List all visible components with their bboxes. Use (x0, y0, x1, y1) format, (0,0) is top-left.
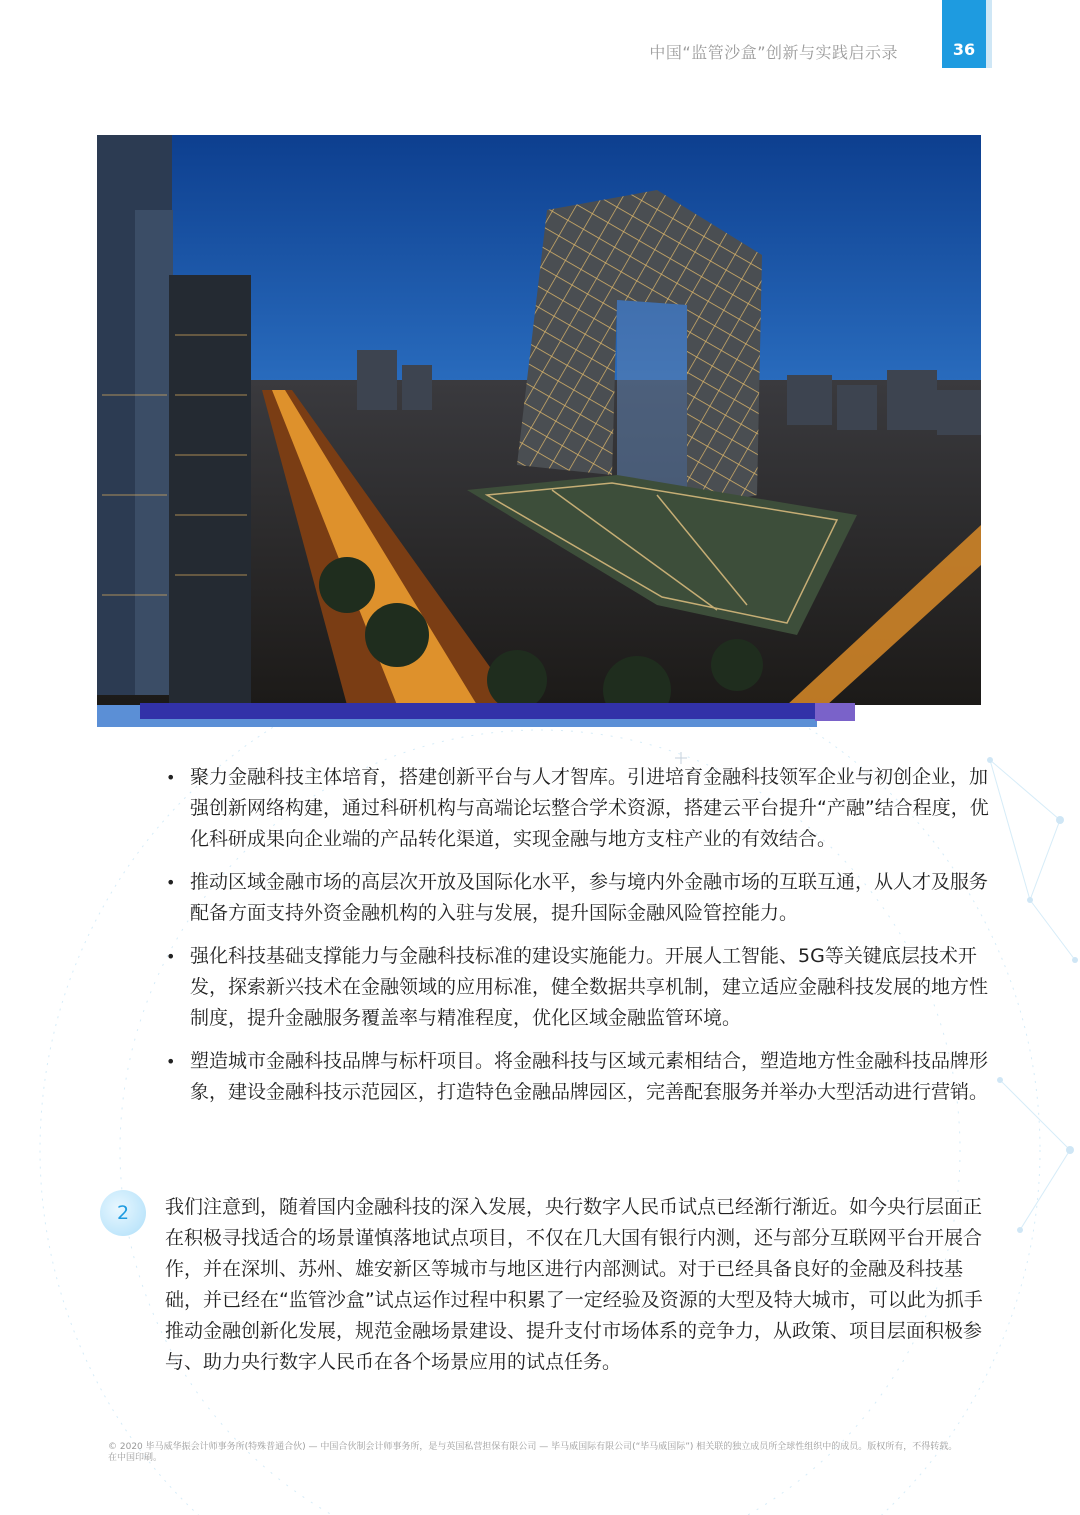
copyright-footer: © 2020 毕马威华振会计师事务所(特殊普通合伙) — 中国合伙制会计师事务所，是与英国私营担保有限公司 — 毕马威国际有限公司(“毕马威国际”) 相关联的独立成员所全球性组织中的成员。版权所有，不得转载。在中国印刷。 (108, 1442, 958, 1463)
page-number: 36 (952, 40, 976, 59)
section-number-badge: 2 (100, 1190, 146, 1236)
bullet-item (160, 762, 990, 855)
page-number-tab (942, 0, 986, 68)
bullet-text: 塑造城市金融科技品牌与标杆项目。将金融科技与区域元素相结合，塑造地方性金融科技品牌形象，建设金融科技示范园区，打造特色金融品牌园区，完善配套服务并举办大型活动进行营销。 (190, 1050, 989, 1103)
page-tab-shadow (986, 0, 992, 68)
photo-accent-bar-end (815, 703, 855, 721)
bullet-text: 强化科技基础支撑能力与金融科技标准的建设实施能力。开展人工智能、5G等关键底层技术开发，探索新兴技术在金融领域的应用标准，健全数据共享机制，建立适应金融科技发展的地方性制度，提升金融服务覆盖率与精准程度，优化区域金融监管环境。 (190, 945, 989, 1029)
bullet-item (160, 867, 990, 929)
bullet-dot-icon: • (166, 1052, 176, 1071)
bullet-list (160, 762, 990, 1120)
header-title: 中国“监管沙盒”创新与实践启示录 (649, 43, 898, 62)
bullet-text: 推动区域金融市场的高层次开放及国际化水平，参与境内外金融市场的互联互通，从人才及服务配备方面支持外资金融机构的入驻与发展，提升国际金融风险管控能力。 (190, 871, 989, 924)
bullet-item (160, 1046, 990, 1108)
bullet-text: 聚力金融科技主体培育，搭建创新平台与人才智库。引进培育金融科技领军企业与初创企业，加强创新网络构建，通过科研机构与高端论坛整合学术资源，搭建云平台提升“产融”结合程度，优化科研成果向企业端的产品转化渠道，实现金融与地方支柱产业的有效结合。 (190, 766, 989, 850)
bullet-dot-icon: • (166, 947, 176, 966)
bullet-dot-icon: • (166, 768, 176, 787)
bullet-dot-icon: • (166, 873, 176, 892)
beijing-cctv-tower-night-photo (97, 135, 981, 705)
photo-accent-bar-dark (140, 703, 815, 719)
bullet-item (160, 941, 990, 1034)
section-2-paragraph: 我们注意到，随着国内金融科技的深入发展，央行数字人民币试点已经渐行渐近。如今央行层面正在积极寻找适合的场景谨慎落地试点项目，不仅在几大国有银行内测，还与部分互联网平台开展合作，并在深圳、苏州、雄安新区等城市与地区进行内部测试。对于已经具备良好的金融及科技基础，并已经在“监管沙盒”试点运作过程中积累了一定经验及资源的大型及特大城市，可以此为抓手推动金融创新化发展，规范金融场景建设、提升支付市场体系的竞争力，从政策、项目层面积极参与、助力央行数字人民币在各个场景应用的试点任务。 (165, 1196, 983, 1373)
